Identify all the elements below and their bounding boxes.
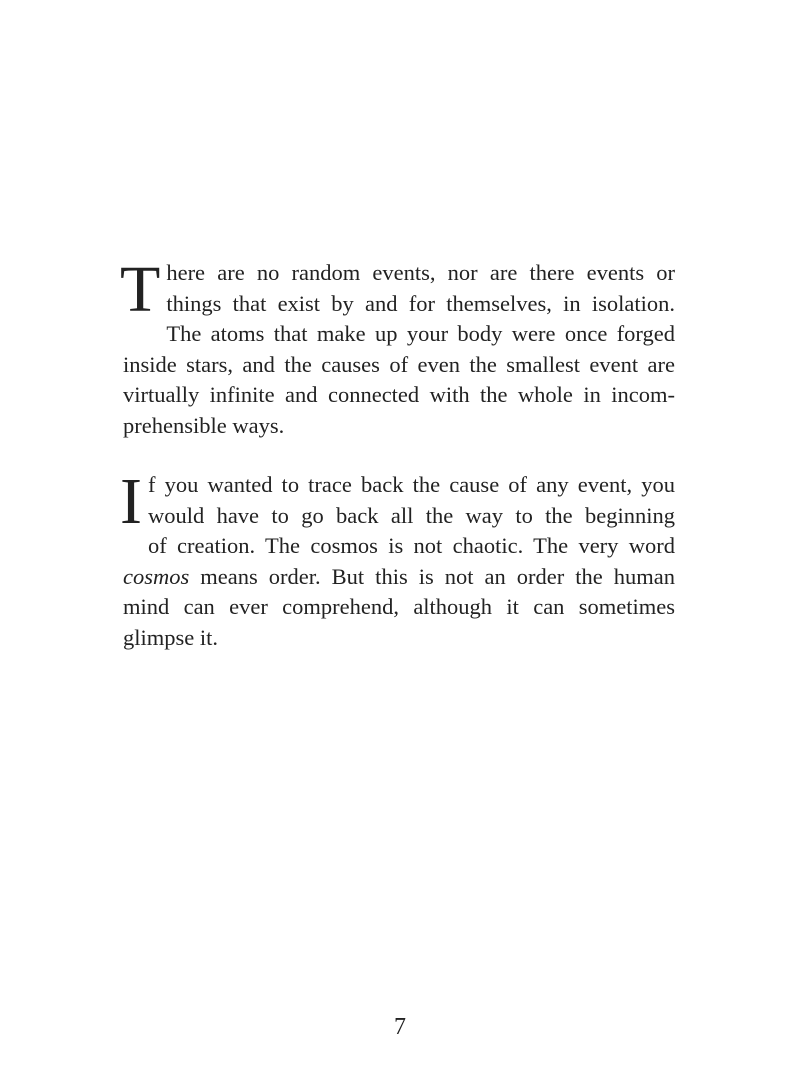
text-line: The atoms that make up your body were once forged (166, 321, 675, 346)
drop-cap: T (120, 253, 161, 326)
text-line: virtually infinite and connected with the whole in incom- (123, 382, 675, 407)
paragraph-1 (120, 253, 675, 441)
text-line: glimpse it. (123, 624, 218, 650)
paragraph-2 (120, 465, 676, 653)
text-line-with-italic (123, 562, 675, 593)
drop-cap: I (120, 465, 142, 538)
text-line: things that exist by and for themselves, in isolation. (166, 290, 675, 316)
text-line: f you wanted to trace back the cause of any event, you (147, 472, 675, 497)
text-line: inside stars, and the causes of even the smallest event are (123, 351, 675, 377)
italic-word: cosmos (123, 563, 190, 589)
text-line: here are no random events, nor are there events or (166, 260, 675, 285)
text-line: would have to go back all the way to the beginning (147, 502, 675, 528)
body-text (120, 253, 676, 682)
page-number: 7 (394, 1014, 406, 1040)
text-line: of creation. The cosmos is not chaotic. The very word (147, 533, 675, 558)
text-line: mind can ever comprehend, although it can sometimes (123, 594, 675, 619)
text-line: prehensible ways. (123, 412, 285, 438)
text-line-rest: means order. But this is not an order the human (200, 563, 676, 589)
